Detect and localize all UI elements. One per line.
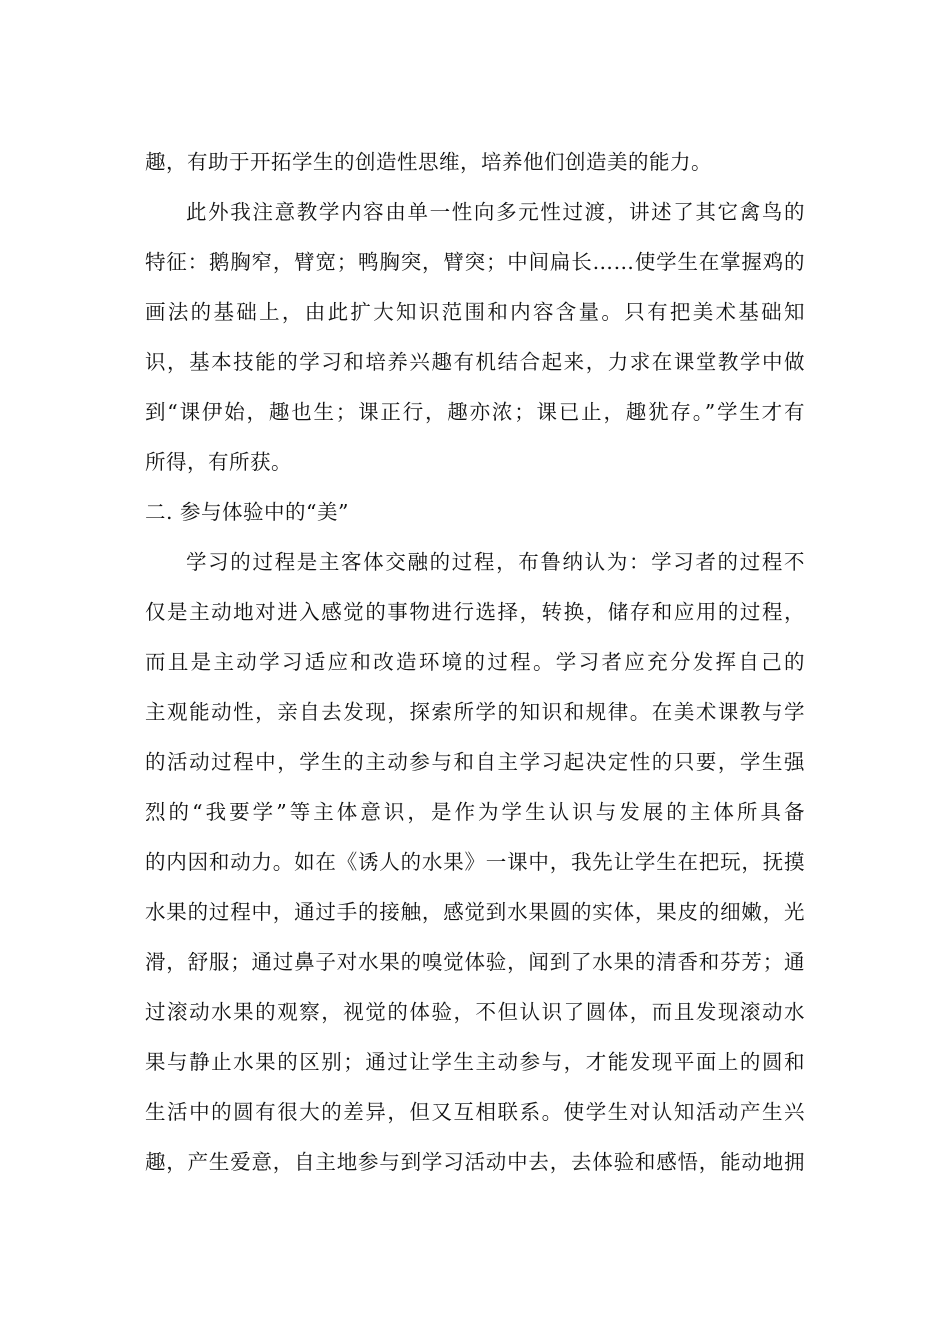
paragraph-line: 仅是主动地对进入感觉的事物进行选择，转换，储存和应用的过程， bbox=[145, 600, 805, 624]
paragraph-line: 趣，产生爱意，自主地参与到学习活动中去，去体验和感悟，能动地拥 bbox=[145, 1150, 805, 1174]
paragraph-line: 学习的过程是主客体交融的过程，布鲁纳认为：学习者的过程不 bbox=[186, 550, 805, 574]
paragraph-line: 滑，舒服；通过鼻子对水果的嗅觉体验，闻到了水果的清香和芬芳；通 bbox=[145, 950, 805, 974]
paragraph-line: 生活中的圆有很大的差异，但又互相联系。使学生对认知活动产生兴 bbox=[145, 1100, 805, 1124]
paragraph-line: 画法的基础上，由此扩大知识范围和内容含量。只有把美术基础知 bbox=[145, 300, 805, 324]
paragraph-line: 所得，有所获。 bbox=[145, 450, 292, 474]
section-heading: 二. 参与体验中的“美” bbox=[145, 500, 349, 524]
paragraph-line: 而且是主动学习适应和改造环境的过程。学习者应充分发挥自己的 bbox=[145, 650, 805, 674]
paragraph-line: 的活动过程中，学生的主动参与和自主学习起决定性的只要，学生强 bbox=[145, 750, 805, 774]
paragraph-line: 烈的“我要学”等主体意识，是作为学生认识与发展的主体所具备 bbox=[145, 800, 805, 824]
paragraph-line: 到“课伊始，趣也生；课正行，趣亦浓；课已止，趣犹存。”学生才有 bbox=[145, 400, 805, 424]
paragraph-line: 趣，有助于开拓学生的创造性思维，培养他们创造美的能力。 bbox=[145, 150, 712, 174]
body-text bbox=[145, 137, 805, 1187]
paragraph-line: 主观能动性，亲自去发现，探索所学的知识和规律。在美术课教与学 bbox=[145, 700, 805, 724]
paragraph-line: 的内因和动力。如在《诱人的水果》一课中，我先让学生在把玩，抚摸 bbox=[145, 850, 805, 874]
paragraph-line: 过滚动水果的观察，视觉的体验，不但认识了圆体，而且发现滚动水 bbox=[145, 1000, 805, 1024]
paragraph-line: 特征：鹅胸窄，臂宽；鸭胸突，臂突；中间扁长……使学生在掌握鸡的 bbox=[145, 250, 805, 274]
paragraph-line: 水果的过程中，通过手的接触，感觉到水果圆的实体，果皮的细嫩，光 bbox=[145, 900, 805, 924]
paragraph-line: 识，基本技能的学习和培养兴趣有机结合起来，力求在课堂教学中做 bbox=[145, 350, 805, 374]
paragraph-line: 此外我注意教学内容由单一性向多元性过渡，讲述了其它禽鸟的 bbox=[186, 200, 805, 224]
paragraph-line: 果与静止水果的区别；通过让学生主动参与，才能发现平面上的圆和 bbox=[145, 1050, 805, 1074]
